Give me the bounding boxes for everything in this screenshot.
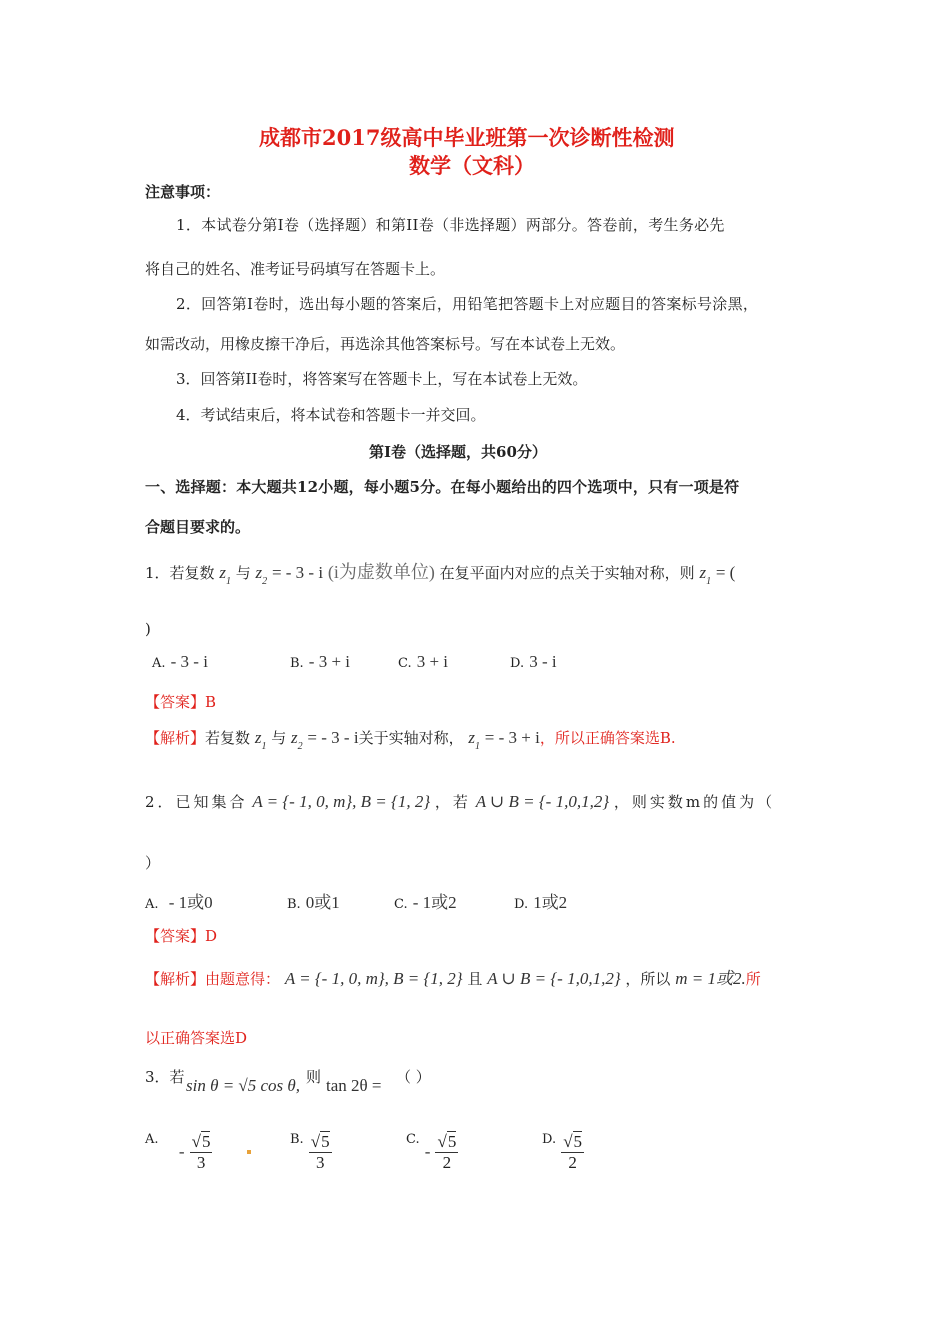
exam-title: 成都市2017级高中毕业班第一次诊断性检测: [259, 125, 675, 150]
q2-stem: 2．已知集合 A = {- 1, 0, m}, B = {1, 2} ，若 A ∪ B = {- 1,0,1,2} ，则实数m的值为（: [145, 792, 776, 811]
q2-option-b: B. 0或1: [287, 893, 340, 912]
notice-item-3: 3．回答第II卷时，将答案写在答题卡上，写在本试卷上无效。: [176, 370, 588, 388]
q2-option-c: C. - 1或2: [394, 893, 457, 912]
q1-z2: $z_2$: [255, 563, 268, 587]
notice-item-1b: 将自己的姓名、准考证号码填写在答题卡上。: [145, 260, 446, 278]
q2-analysis: 【解析】由题意得： A = {- 1, 0, m}, B = {1, 2} 且 A ∪ B = {- 1,0,1,2} ，所以 m = 1或2.所: [145, 969, 761, 988]
notice-item-2a: 2．回答第Ⅰ卷时，选出每小题的答案后，用铅笔把答题卡上对应题目的答案标号涂黑，: [176, 295, 759, 313]
notice-item-2b: 如需改动，用橡皮擦干净后，再选涂其他答案标号。写在本试卷上无效。: [145, 335, 626, 353]
q1-rest: 在复平面内对应的点关于实轴对称，则: [439, 564, 695, 582]
notice-item-4: 4．考试结束后，将本试卷和答题卡一并交回。: [176, 406, 486, 424]
q3-option-d: $^{D.}$ $\frac{√5}{2}$: [542, 1132, 583, 1172]
q3-condition: sin θ = √5 cos θ,: [186, 1076, 301, 1095]
q1-option-d: D. 3 - i: [510, 652, 557, 671]
notice-heading: 注意事项：: [145, 183, 221, 201]
q3-then: 则: [306, 1068, 322, 1086]
decorative-dot: [247, 1150, 251, 1154]
q1-analysis: 【解析】若复数 $z_1$ 与 $z_2$ = - 3 - i关于实轴对称， $z_1$ = - 3 + i，所以正确答案选B.: [145, 728, 676, 752]
section-intro-b: 合题目要求的。: [145, 518, 251, 536]
section-title: 第Ⅰ卷（选择题，共60分）: [369, 443, 547, 461]
q3-paren: （ ）: [396, 1068, 431, 1086]
q3-prefix: 3．若: [145, 1068, 185, 1086]
q3-target: tan 2θ =: [326, 1076, 382, 1095]
q2-close: ）: [145, 854, 161, 872]
q2-option-a: A. - 1或0: [145, 893, 213, 912]
q1-prefix: 1．若复数: [145, 564, 215, 582]
q1-paren: (i为虚数单位): [327, 562, 435, 582]
q1-answer: 【答案】B: [145, 693, 217, 711]
q3-option-a: $^{A.}$ - $\frac{√5}{3}$: [145, 1132, 211, 1172]
q1-option-b: B. - 3 + i: [290, 652, 351, 671]
q1-option-c: C. 3 + i: [398, 652, 449, 671]
notice-item-1a: 1．本试卷分第I卷（选择题）和第II卷（非选择题）两部分。答卷前，考生务必先: [176, 216, 725, 234]
q1-z1: $z_1$: [219, 563, 231, 587]
q1-and: 与: [235, 564, 251, 582]
q2-option-d: D. 1或2: [514, 893, 568, 912]
q3-option-b: $^{B.}$ $\frac{√5}{3}$: [290, 1132, 330, 1172]
q3-option-c: $^{C.}$ - $\frac{√5}{2}$: [406, 1132, 457, 1172]
q1-z1b: $z_1$: [699, 563, 712, 587]
section-intro-a: 一、选择题：本大题共12小题，每小题5分。在每小题给出的四个选项中，只有一项是符: [145, 478, 740, 496]
q1-stem: [145, 558, 736, 587]
q2-answer: 【答案】D: [145, 927, 218, 945]
exam-subtitle: 数学（文科）: [409, 153, 535, 178]
q1-option-a: A. - 3 - i: [152, 652, 208, 671]
q1-eq: = (: [715, 563, 736, 582]
q1-expr: = - 3 - i: [271, 563, 324, 582]
q2-analysis-end: 以正确答案选D: [145, 1029, 248, 1047]
q1-close: ): [145, 620, 151, 638]
